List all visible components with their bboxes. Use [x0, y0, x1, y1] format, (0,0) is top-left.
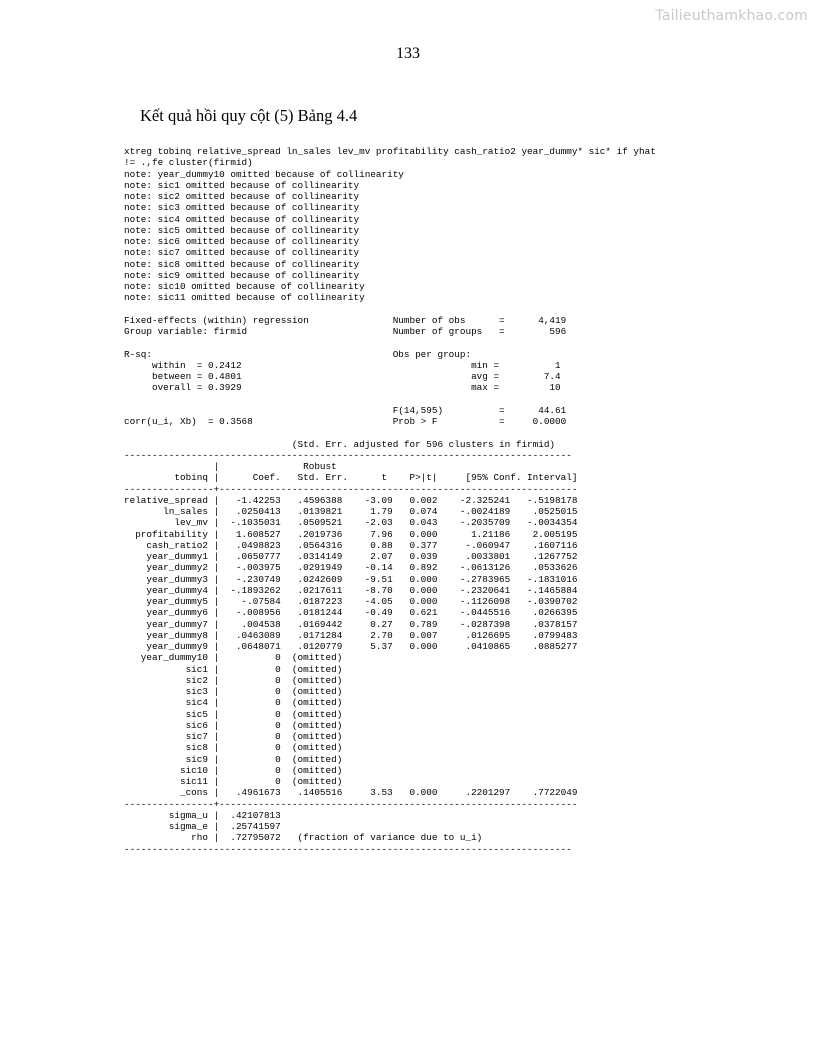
output-line: sic7 | 0 (omitted)	[124, 731, 343, 742]
output-line: year_dummy2 | -.003975 .0291949 -0.14 0.892 -.0613126 .0533626	[124, 562, 578, 574]
output-line: sic3 | 0 (omitted)	[124, 686, 343, 697]
output-line: sic5 | 0 (omitted)	[124, 708, 343, 720]
output-line: note: year_dummy10 omitted because of collinearity	[124, 168, 404, 180]
output-line: profitability | 1.608527 .2019736 7.96 0.000 1.21186 2.005195	[124, 528, 578, 540]
output-line: sic10 | 0 (omitted)	[124, 764, 343, 776]
output-line: (Std. Err. adjusted for 596 clusters in firmid)	[124, 438, 556, 450]
output-line: note: sic10 omitted because of collinearity	[124, 281, 365, 292]
output-line: cash_ratio2 | .0498823 .0564316 0.88 0.377 -.060947 .1607116	[124, 539, 578, 551]
output-line: sic2 | 0 (omitted)	[124, 674, 343, 686]
output-line: xtreg tobinq relative_spread ln_sales lev_mv profitability cash_ratio2 year_dummy* sic* if yhat	[124, 146, 656, 157]
output-line: within = 0.2412 min = 1	[124, 359, 561, 371]
output-line: ----------------+----------------------------------------------------------------	[124, 483, 578, 495]
output-line: note: sic5 omitted because of collinearity	[124, 224, 360, 236]
output-line: year_dummy5 | -.07584 .0187223 -4.05 0.000 -.1126098 -.0390702	[124, 596, 578, 607]
output-line: sic11 | 0 (omitted)	[124, 776, 343, 787]
output-line: note: sic8 omitted because of collinearity	[124, 258, 360, 270]
output-line: year_dummy10 | 0 (omitted)	[124, 652, 343, 664]
output-line: | Robust	[124, 461, 337, 472]
output-line: _cons | .4961673 .1405516 3.53 0.000 .2201297 .7722049	[124, 787, 578, 799]
output-line: year_dummy7 | .004538 .0169442 0.27 0.789 -.0287398 .0378157	[124, 618, 578, 630]
output-line: year_dummy1 | .0650777 .0314149 2.07 0.039 .0033801 .1267752	[124, 551, 578, 562]
output-line: note: sic9 omitted because of collinearity	[124, 269, 360, 281]
output-line: sigma_u | .42107813	[124, 809, 281, 821]
output-line: Fixed-effects (within) regression Number of obs = 4,419	[124, 314, 567, 326]
output-line: year_dummy4 | -.1893262 .0217611 -8.70 0.000 -.2320641 -.1465884	[124, 584, 578, 596]
output-line: ln_sales | .0250413 .0139821 1.79 0.074 -.0024189 .0525015	[124, 506, 578, 517]
section-heading: Kết quả hồi quy cột (5) Bảng 4.4	[140, 106, 358, 125]
output-line: sic4 | 0 (omitted)	[124, 697, 343, 709]
output-line: note: sic4 omitted because of collinearity	[124, 213, 360, 225]
output-line: sic1 | 0 (omitted)	[124, 663, 343, 675]
output-line: year_dummy6 | -.008956 .0181244 -0.49 0.621 -.0445516 .0266395	[124, 607, 578, 619]
output-line: sic8 | 0 (omitted)	[124, 742, 343, 754]
output-line: rho | .72795072 (fraction of variance due to u_i)	[124, 832, 483, 844]
output-line: R-sq: Obs per group:	[124, 348, 472, 360]
watermark: Tailieuthamkhao.com	[655, 8, 808, 24]
output-line: note: sic11 omitted because of collinearity	[124, 292, 365, 304]
output-line: between = 0.4801 avg = 7.4	[124, 371, 561, 382]
output-line: ----------------+----------------------------------------------------------------	[124, 798, 578, 810]
stata-output	[124, 146, 656, 855]
output-line: != .,fe cluster(firmid)	[124, 157, 253, 169]
output-line: note: sic2 omitted because of collinearity	[124, 191, 360, 202]
page-number: 133	[396, 45, 420, 62]
output-line: year_dummy8 | .0463089 .0171284 2.70 0.007 .0126695 .0799483	[124, 629, 578, 641]
output-line: --------------------------------------------------------------------------------	[124, 449, 572, 461]
output-line: lev_mv | -.1035031 .0509521 -2.03 0.043 -.2035709 -.0034354	[124, 517, 578, 529]
output-line: overall = 0.3929 max = 10	[124, 382, 561, 394]
output-line: note: sic7 omitted because of collinearity	[124, 247, 360, 259]
output-line: F(14,595) = 44.61	[124, 404, 567, 416]
output-line: year_dummy9 | .0648071 .0120779 5.37 0.000 .0410865 .0885277	[124, 641, 578, 652]
output-line: corr(u_i, Xb) = 0.3568 Prob > F = 0.0000	[124, 416, 567, 427]
output-line: relative_spread | -1.42253 .4596388 -3.09 0.002 -2.325241 -.5198178	[124, 494, 578, 506]
output-line: year_dummy3 | -.230749 .0242609 -9.51 0.000 -.2783965 -.1831016	[124, 573, 578, 585]
output-line: sigma_e | .25741597	[124, 821, 281, 832]
output-line: note: sic1 omitted because of collinearity	[124, 179, 360, 191]
output-line: sic9 | 0 (omitted)	[124, 753, 343, 765]
output-line: sic6 | 0 (omitted)	[124, 719, 343, 731]
output-line: note: sic6 omitted because of collinearity	[124, 236, 360, 247]
output-line: note: sic3 omitted because of collinearity	[124, 202, 360, 214]
output-line: --------------------------------------------------------------------------------	[124, 843, 572, 855]
output-line: Group variable: firmid Number of groups = 596	[124, 326, 567, 337]
output-line: tobinq | Coef. Std. Err. t P>|t| [95% Conf. Interval]	[124, 472, 578, 484]
